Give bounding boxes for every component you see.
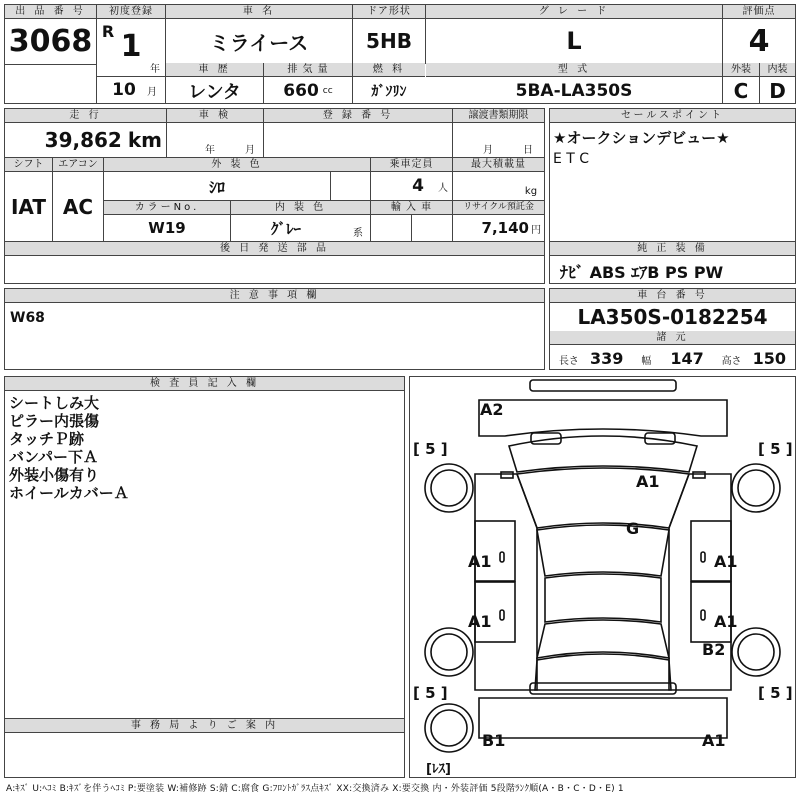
displacement-header: 排 気 量 xyxy=(264,63,352,77)
inspector-note: ホイールカバーＡ xyxy=(9,484,129,502)
displacement xyxy=(264,78,352,103)
factory-equip: ﾅﾋﾞ ABS ｴｱB PS PW xyxy=(560,263,724,282)
damage-mark-g: G xyxy=(626,519,640,538)
reg-month-unit: 月 xyxy=(147,86,157,98)
inspector-notes xyxy=(9,394,129,502)
damage-mark-b1: B1 xyxy=(482,731,506,750)
length-label: 長さ xyxy=(558,355,579,367)
displacement-value: 660 xyxy=(283,80,319,101)
inspector-note: 外装小傷有り xyxy=(9,466,100,484)
dims-row xyxy=(550,346,795,370)
damage-mark-a1-rf: A1 xyxy=(714,552,738,571)
dim-length xyxy=(559,349,624,368)
fuel-header: 燃 料 xyxy=(353,63,425,77)
damage-mark-a1-lf: A1 xyxy=(468,552,492,571)
aircon: AC xyxy=(62,194,94,219)
ext-color: ｼﾛ xyxy=(208,177,225,197)
aircon-header: エアコン xyxy=(53,158,103,172)
legend: A:ｷｽﾞ U:ﾍｺﾐ B:ｷｽﾞを伴うﾍｺﾐ P:要塗装 W:補修跡 S:錆 C:腐食 G:ﾌﾛﾝﾄｶﾞﾗｽ点ｷｽﾞ XX:交換済み X:要交換 内・外装評価 5段階ﾗﾝｸ順(A・B・C・D・E) 1 xyxy=(6,784,624,794)
reg-no-header: 登 録 番 号 xyxy=(264,109,452,123)
load-unit: kg xyxy=(524,185,538,197)
notes-header: 注 意 事 項 欄 xyxy=(5,289,544,303)
recycle xyxy=(453,215,544,241)
import-header: 輸 入 車 xyxy=(371,201,452,215)
width-label: 幅 xyxy=(641,355,652,367)
car-history: レンタ xyxy=(188,81,241,103)
spare-tire-stamp: [ﾚｽ] xyxy=(426,762,451,777)
inspection-header: 車 検 xyxy=(167,109,263,123)
sales-point-line-1: ★オークションデビュー★ xyxy=(553,129,730,147)
inspection-year: 年 xyxy=(205,144,215,156)
office-header: 事 務 局 よ り ご 案 内 xyxy=(5,719,404,733)
inspector-note: バンパー下Ａ xyxy=(9,448,98,466)
inspection-month: 月 xyxy=(245,144,255,156)
transfer-day: 日 xyxy=(523,144,533,156)
height-value: 150 xyxy=(752,348,787,368)
lot-no-header: 出 品 番 号 xyxy=(5,5,96,19)
era: R xyxy=(101,21,115,41)
int-color-header: 内 装 色 xyxy=(231,201,370,215)
inspector-note: ピラー内張傷 xyxy=(9,412,100,430)
mileage-value: 39,862 xyxy=(44,128,122,152)
height-label: 高さ xyxy=(721,355,742,367)
reg-month: 10 xyxy=(112,80,136,100)
door-header: ドア形状 xyxy=(353,5,425,19)
tire-mark-fr: [ 5 ] xyxy=(758,440,793,458)
score-header: 評価点 xyxy=(723,5,795,19)
door: 5HB xyxy=(366,29,412,53)
tire-mark-rr: [ 5 ] xyxy=(758,684,793,702)
max-load-header: 最大積載量 xyxy=(453,158,544,172)
later-parts-header: 後 日 発 送 部 品 xyxy=(5,242,544,256)
chassis-header: 車 台 番 号 xyxy=(550,289,795,303)
reg-year-unit: 年 xyxy=(150,63,160,75)
capacity-value: 4 xyxy=(412,176,424,196)
model: 5BA-LA350S xyxy=(515,80,633,101)
lot-no: 3068 xyxy=(8,24,93,59)
sales-point-line-2: E T C xyxy=(553,151,590,167)
tire-mark-fl: [ 5 ] xyxy=(413,440,448,458)
shift: IAT xyxy=(10,194,46,219)
dim-width xyxy=(641,349,704,368)
transfer-doc-header: 譲渡書類期限 xyxy=(453,109,544,123)
tire-mark-rl: [ 5 ] xyxy=(413,684,448,702)
damage-mark-a1-br: A1 xyxy=(702,731,726,750)
ext-color-header: 外 装 色 xyxy=(104,158,370,172)
dims-header: 諸 元 xyxy=(550,331,795,345)
mileage-header: 走 行 xyxy=(5,109,166,123)
score: 4 xyxy=(748,23,770,59)
int-color: ｸﾞﾚｰ xyxy=(270,219,301,238)
dim-height xyxy=(722,349,787,368)
model-header: 型 式 xyxy=(426,63,722,77)
fuel: ｶﾞｿﾘﾝ xyxy=(371,83,407,100)
car-diagram xyxy=(409,376,796,778)
reg-year: 1 xyxy=(120,28,142,64)
first-reg-header: 初度登録 xyxy=(97,5,165,19)
sales-point-header: セールスポイント xyxy=(550,109,795,123)
grade-header: グ レ ー ド xyxy=(426,5,722,19)
mileage-unit: km xyxy=(127,128,162,152)
interior-grade: D xyxy=(769,78,786,103)
width-value: 147 xyxy=(670,348,704,368)
damage-mark-a2: A2 xyxy=(480,400,504,419)
inspector-header: 検 査 員 記 入 欄 xyxy=(5,377,404,391)
capacity xyxy=(371,172,452,200)
length-value: 339 xyxy=(590,348,624,368)
displacement-unit: cc xyxy=(322,85,333,96)
exterior-header: 外装 xyxy=(723,63,759,77)
recycle-unit: 円 xyxy=(531,224,541,236)
int-color-suffix: 系 xyxy=(353,227,363,239)
damage-mark-a1-hood: A1 xyxy=(636,472,660,491)
damage-mark-a1-lr: A1 xyxy=(468,612,492,631)
inspector-note: シートしみ大 xyxy=(9,394,100,412)
chassis-no: LA350S-0182254 xyxy=(577,305,768,329)
exterior-grade: C xyxy=(733,78,749,103)
recycle-header: リサイクル預託金 xyxy=(453,201,544,215)
recycle-value: 7,140 xyxy=(481,219,529,237)
car-name-header: 車 名 xyxy=(166,5,352,19)
grade: L xyxy=(566,27,582,55)
interior-header: 内装 xyxy=(760,63,795,77)
inspector-note: タッチＰ跡 xyxy=(9,430,85,448)
capacity-unit: 人 xyxy=(438,182,448,194)
notes-text: W68 xyxy=(10,310,45,326)
color-no: W19 xyxy=(148,219,186,237)
factory-equip-header: 純 正 装 備 xyxy=(550,242,795,256)
mileage xyxy=(5,123,166,157)
capacity-header: 乗車定員 xyxy=(371,158,452,172)
car-name: ミライース xyxy=(209,30,309,55)
damage-mark-b2: B2 xyxy=(702,640,726,659)
transfer-month: 月 xyxy=(483,144,493,156)
history-header: 車 歴 xyxy=(166,63,263,77)
color-no-header: カラーNo. xyxy=(104,201,230,215)
shift-header: シフト xyxy=(5,158,52,172)
damage-mark-a1-rr: A1 xyxy=(714,612,738,631)
